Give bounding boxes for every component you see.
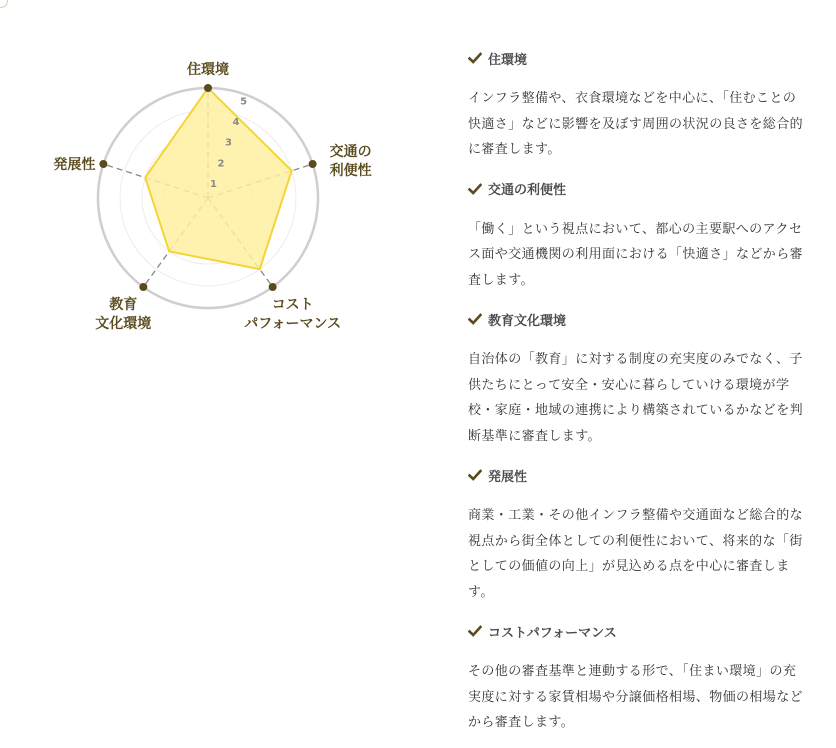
section-title: 交通の利便性 [488,183,567,198]
section-title: 住環境 [488,52,528,68]
section-text: 「働く」という視点において、都心の主要駅へのアクセス面や交通機関の利用面における「快適さ」などから審査します。 [468,221,804,288]
section-text: その他の審査基準と連動する形で、「住まい環境」の充実度に対する家賃相場や分譲価格相場、物価の相場などから審査します。 [468,664,804,730]
radar-data-area [145,88,292,269]
section-cost-performance [468,617,808,748]
axis-marker [204,84,212,92]
section-development [468,461,808,617]
section-heading [468,617,808,645]
check-icon [468,182,482,196]
radar-tick-label: 2 [217,158,225,170]
section-title: 発展性 [488,469,528,485]
radar-tick-label: 1 [210,179,217,190]
axis-marker [139,283,147,291]
axis-marker [99,160,107,168]
section-heading [468,461,808,489]
section-text: 商業・工業・その他インフラ整備や交通面など総合的な視点から街全体としての利便性において、将来的な「街としての価値の向上」が見込める点を中心に審査します。 [468,508,804,600]
section-transport-convenience [468,175,808,306]
check-icon [468,624,482,638]
radar-axis-label: 教育文化環境 [95,297,152,332]
axis-marker [269,283,277,291]
check-icon [468,312,482,326]
section-title: 教育文化環境 [488,313,567,329]
radar-axis-label: 住環境 [187,62,229,78]
check-icon [468,468,482,482]
section-text: 自治体の「教育」に対する制度の充実度のみでなく、子供たちにとって安全・安心に暮らしていける環境が学校・家庭・地域の連携により構築されているかなどを判断基準に審査します。 [468,352,804,444]
section-text: インフラ整備や、衣食環境などを中心に、「住むことの快適さ」などに影響を及ぼす周囲の状況の良さを総合的に審査します。 [468,91,804,157]
section-title: コストパフォーマンス [488,625,617,641]
radar-tick-label: 5 [240,96,248,108]
section-living-environment [468,44,808,175]
description-panel [468,44,808,748]
check-icon [468,51,482,65]
section-education-culture [468,305,808,461]
axis-marker [309,160,317,168]
radar-tick-label: 3 [225,137,232,149]
radar-tick-label: 4 [232,116,240,128]
radar-axis-label: 発展性 [53,157,96,173]
section-heading [468,44,808,72]
section-heading [468,175,808,203]
section-heading [468,305,808,333]
radar-axis-label: 交通の利便性 [329,144,372,179]
radar-axis-label: コストパフォーマンス [244,297,342,332]
radar-chart [0,0,420,360]
